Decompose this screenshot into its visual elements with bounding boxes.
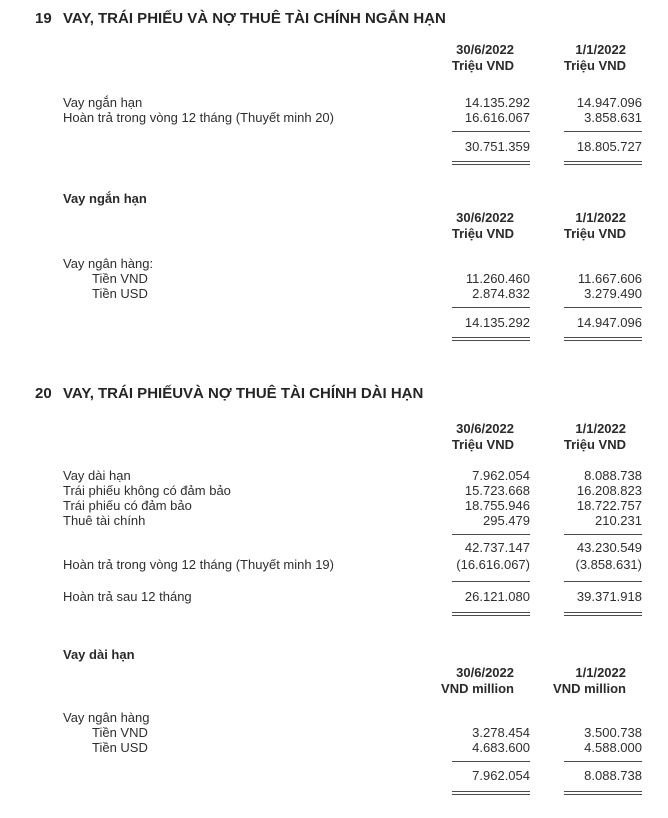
double-rule: [564, 791, 642, 795]
section-20-heading: [0, 385, 668, 403]
single-rule: [452, 307, 530, 308]
rule-cell: [435, 131, 530, 132]
header-spacer: [0, 42, 435, 74]
section-number: 20: [35, 385, 52, 402]
total-value-col1: 26.121.080: [464, 589, 530, 604]
column-unit: Triệu VND: [563, 58, 626, 73]
column-header-prior: [550, 210, 642, 242]
total-row: [0, 589, 668, 604]
column-header-current: [435, 210, 530, 242]
subtotal-value-col1: 42.737.147: [464, 540, 530, 555]
total-value-col1: 7.962.054: [472, 768, 530, 783]
row-label: Trái phiếu không có đảm bảo: [63, 483, 231, 498]
single-rule: [452, 581, 530, 582]
column-header-prior: [550, 665, 642, 697]
single-rule: [452, 131, 530, 132]
row-label: Hoàn trả trong vòng 12 tháng (Thuyết minh 19): [63, 557, 334, 572]
rule-cell: [435, 791, 530, 795]
rule-cell: [550, 791, 642, 795]
rule-cell: [435, 612, 530, 616]
group-label: Vay ngân hàng: [63, 710, 150, 725]
column-header-prior: [550, 42, 642, 74]
column-unit: Triệu VND: [451, 226, 514, 241]
total-value-col1: 30.751.359: [464, 139, 530, 154]
single-rule: [564, 534, 642, 535]
rule-cell: [550, 161, 642, 165]
group-label: Vay ngân hàng:: [63, 256, 154, 271]
rule-cell: [550, 534, 642, 535]
row-label: Hoàn trả trong vòng 12 tháng (Thuyết minh 20): [63, 110, 334, 125]
double-rule: [564, 337, 642, 341]
column-unit: Triệu VND: [563, 437, 626, 452]
row-value-col2: 8.088.738: [584, 468, 642, 483]
column-date: 1/1/2022: [575, 210, 626, 225]
total-value-col2: 8.088.738: [584, 768, 642, 783]
group-label-row: [0, 710, 668, 725]
single-rule: [452, 534, 530, 535]
section-title: VAY, TRÁI PHIẾUVÀ NỢ THUÊ TÀI CHÍNH DÀI HẠN: [63, 385, 424, 402]
double-rule: [452, 791, 530, 795]
spacer: [0, 581, 435, 582]
rule-row: [0, 307, 668, 308]
row-value-col1: 295.479: [483, 513, 530, 528]
spacer: [0, 337, 435, 341]
rule-cell: [435, 761, 530, 762]
double-rule-row: [0, 337, 668, 341]
row-value-col1: 4.683.600: [472, 740, 530, 755]
column-date: 30/6/2022: [456, 42, 514, 57]
row-value-col1: 16.616.067: [464, 110, 530, 125]
row-value-col1: 15.723.668: [464, 483, 530, 498]
spacer: [0, 307, 435, 308]
double-rule-row: [0, 791, 668, 795]
column-date: 1/1/2022: [575, 665, 626, 680]
spacer: [0, 791, 435, 795]
rule-cell: [435, 337, 530, 341]
column-header-current: [435, 42, 530, 74]
rule-cell: [550, 761, 642, 762]
row-value-col2: 3.858.631: [584, 110, 642, 125]
rule-row: [0, 534, 668, 535]
spacer: [0, 131, 435, 132]
row-label: Tiền USD: [92, 286, 148, 301]
rule-cell: [550, 337, 642, 341]
double-rule: [452, 612, 530, 616]
row-label: Thuê tài chính: [63, 513, 146, 528]
table-row: [0, 498, 668, 513]
single-rule: [452, 761, 530, 762]
single-rule: [564, 307, 642, 308]
spacer: [0, 534, 435, 535]
table-header-row: [0, 210, 668, 242]
row-value-col2: 210.231: [595, 513, 642, 528]
column-date: 1/1/2022: [575, 421, 626, 436]
spacer: [0, 540, 435, 555]
rule-cell: [435, 534, 530, 535]
row-value-col2: 16.208.823: [576, 483, 642, 498]
spacer: [0, 139, 435, 154]
total-value-col2: 14.947.096: [576, 315, 642, 330]
table-header-row: [0, 421, 668, 453]
row-value-col1: 2.874.832: [472, 286, 530, 301]
rule-cell: [550, 131, 642, 132]
single-rule: [564, 581, 642, 582]
header-spacer: [0, 210, 435, 242]
rule-cell: [435, 581, 530, 582]
spacer: [0, 768, 435, 783]
row-value-col1: (16.616.067): [456, 557, 530, 572]
rule-cell: [550, 581, 642, 582]
row-label: Tiền USD: [92, 740, 148, 755]
row-value-col1: 14.135.292: [464, 95, 530, 110]
total-value-col2: 18.805.727: [576, 139, 642, 154]
total-row: [0, 768, 668, 783]
row-value-col2: 3.279.490: [584, 286, 642, 301]
spacer: [0, 612, 435, 616]
row-value-col2: (3.858.631): [575, 557, 642, 572]
table-row: [0, 95, 668, 110]
row-value-col1: 3.278.454: [472, 725, 530, 740]
row-value-col1: 7.962.054: [472, 468, 530, 483]
table-row: [0, 513, 668, 528]
row-label: Tiền VND: [92, 271, 148, 286]
double-rule: [452, 337, 530, 341]
double-rule: [452, 161, 530, 165]
header-spacer: [0, 421, 435, 453]
single-rule: [564, 131, 642, 132]
row-value-col1: 11.260.460: [465, 271, 530, 286]
section-number: 19: [35, 10, 52, 27]
row-value-col2: 4.588.000: [584, 740, 642, 755]
subtotal-row: [0, 540, 668, 555]
spacer: [0, 161, 435, 165]
header-spacer: [0, 665, 435, 697]
subsection-heading: Vay ngắn hạn: [63, 191, 147, 206]
total-label: Hoàn trả sau 12 tháng: [63, 589, 192, 604]
table-row: [0, 286, 668, 301]
column-unit: VND million: [553, 681, 626, 696]
row-label: Vay ngắn hạn: [63, 95, 143, 110]
rule-cell: [435, 161, 530, 165]
column-unit: Triệu VND: [451, 58, 514, 73]
total-row: [0, 139, 668, 154]
section-20: [0, 385, 668, 795]
table-row: [0, 110, 668, 125]
double-rule-row: [0, 161, 668, 165]
rule-cell: [550, 612, 642, 616]
rule-cell: [435, 307, 530, 308]
column-date: 30/6/2022: [456, 421, 514, 436]
double-rule-row: [0, 612, 668, 616]
column-header-prior: [550, 421, 642, 453]
row-label: Tiền VND: [92, 725, 148, 740]
table-row: [0, 468, 668, 483]
column-date: 1/1/2022: [575, 42, 626, 57]
subtotal-value-col2: 43.230.549: [576, 540, 642, 555]
double-rule: [564, 612, 642, 616]
rule-row: [0, 131, 668, 132]
row-value-col1: 18.755.946: [464, 498, 530, 513]
table-row: [0, 271, 668, 286]
table-header-row: [0, 42, 668, 74]
adjustment-row: [0, 557, 668, 572]
column-date: 30/6/2022: [456, 210, 514, 225]
spacer: [0, 761, 435, 762]
column-unit: VND million: [441, 681, 514, 696]
double-rule: [564, 161, 642, 165]
column-header-current: [435, 665, 530, 697]
row-value-col2: 3.500.738: [584, 725, 642, 740]
column-unit: Triệu VND: [563, 226, 626, 241]
total-value-col2: 39.371.918: [576, 589, 642, 604]
table-row: [0, 740, 668, 755]
single-rule: [564, 761, 642, 762]
table-row: [0, 725, 668, 740]
section-title: VAY, TRÁI PHIẾU VÀ NỢ THUÊ TÀI CHÍNH NGẮN HẠN: [63, 10, 446, 27]
section-19: [0, 10, 668, 341]
column-date: 30/6/2022: [456, 665, 514, 680]
group-label-row: [0, 256, 668, 271]
rule-cell: [550, 307, 642, 308]
rule-row: [0, 581, 668, 582]
section-19-heading: [0, 10, 668, 28]
table-row: [0, 483, 668, 498]
total-value-col1: 14.135.292: [464, 315, 530, 330]
row-value-col2: 11.667.606: [577, 271, 642, 286]
row-value-col2: 18.722.757: [576, 498, 642, 513]
column-unit: Triệu VND: [451, 437, 514, 452]
row-label: Vay dài hạn: [63, 468, 131, 483]
rule-row: [0, 761, 668, 762]
table-header-row: [0, 665, 668, 697]
row-value-col2: 14.947.096: [576, 95, 642, 110]
total-row: [0, 315, 668, 330]
column-header-current: [435, 421, 530, 453]
spacer: [0, 315, 435, 330]
subsection-heading: Vay dài hạn: [63, 647, 135, 662]
row-label: Trái phiếu có đảm bảo: [63, 498, 192, 513]
